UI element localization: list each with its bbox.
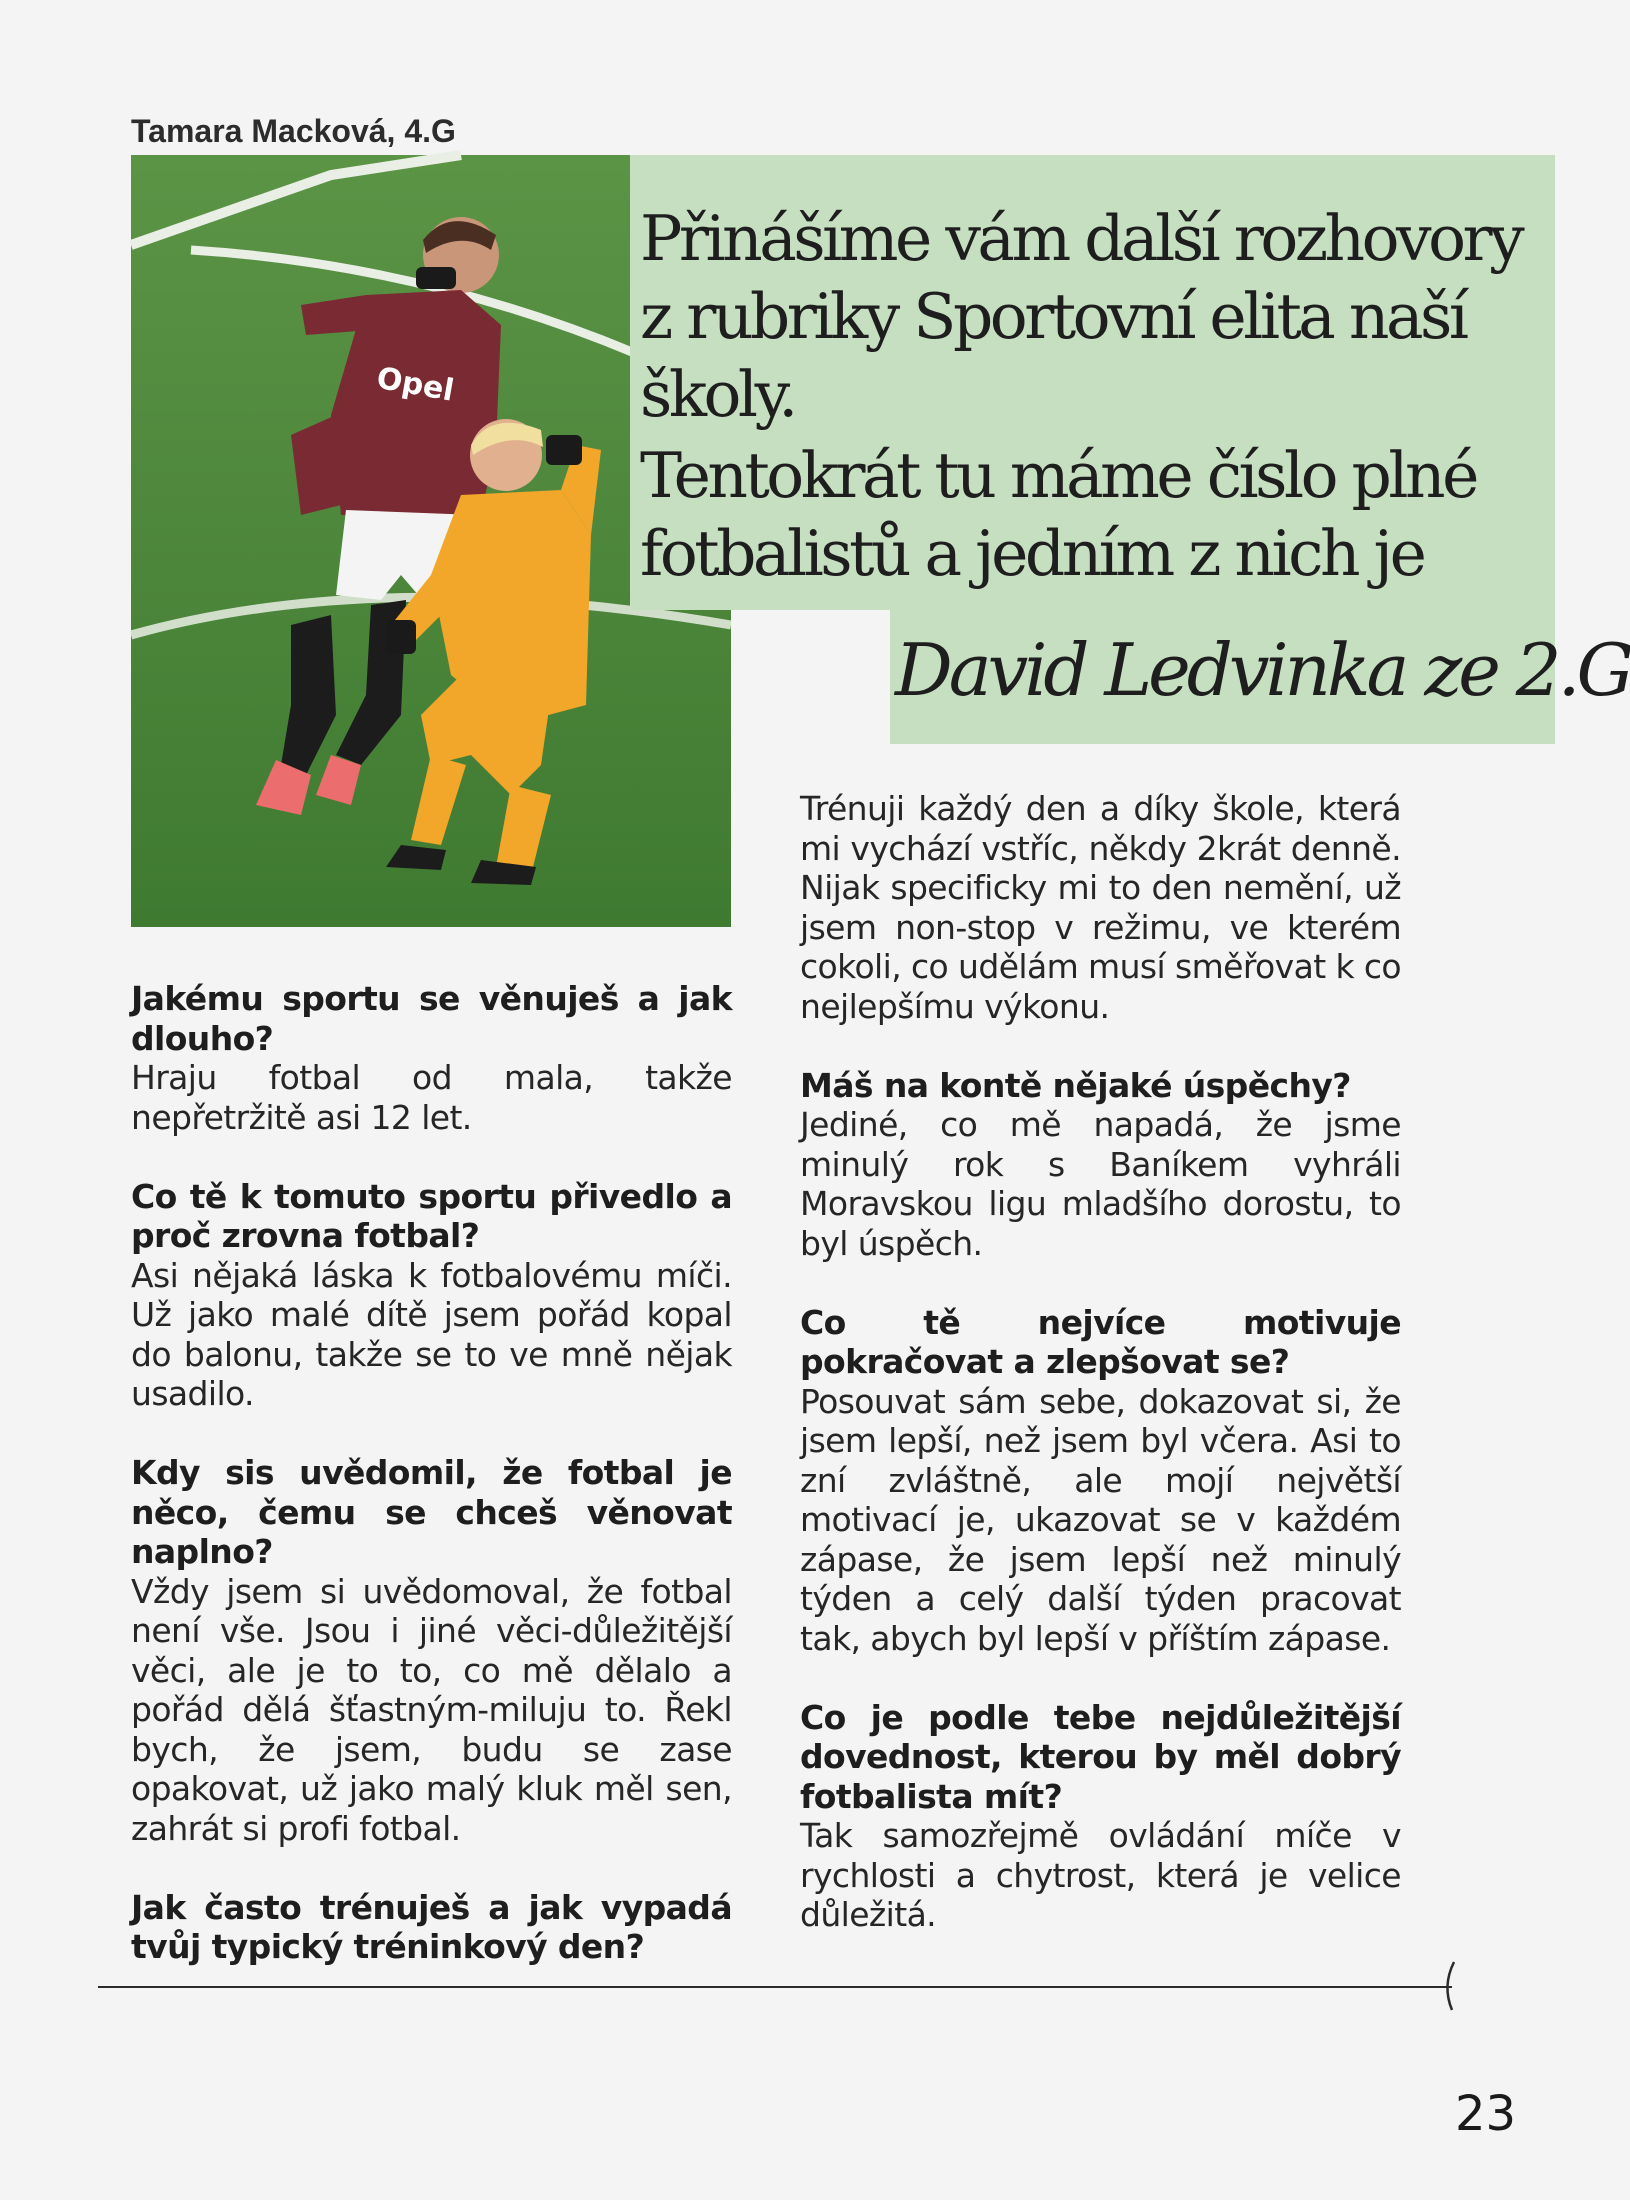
- interview-answer: Asi nějaká láska k fotbalovému míči. Už jako malé dítě jsem pořád kopal do balonu, takže se to ve mně nějak usadilo.: [131, 1255, 732, 1413]
- interview-question: Jak často trénuješ a jak vypadá tvůj typický tréninkový den?: [131, 1887, 732, 1966]
- interviewee-name: David Ledvinka ze 2.G: [895, 628, 1630, 712]
- page-number: 23: [1455, 2086, 1517, 2142]
- interview-column-right: [800, 789, 1401, 1974]
- bottom-divider-line: [98, 1986, 1452, 1988]
- jersey-logo: Opel: [373, 360, 457, 409]
- interview-answer: Tak samozřejmě ovládání míče v rychlosti a chytrost, která je velice důležitá.: [800, 1816, 1401, 1934]
- interview-question: Co je podle tebe nejdůležitější dovednost, kterou by měl dobrý fotbalista mít?: [800, 1697, 1401, 1816]
- intro-paragraph-2: Tentokrát tu máme číslo plné fotbalistů a jedním z nich je: [640, 439, 1476, 590]
- interview-answer: Posouvat sám sebe, dokazovat si, že jsem lepší, než jsem byl včera. Asi to zní zvláštně, ale mojí největší motivací je, ukazovat se v každém zápase, že jsem lepší než minulý týden a celý další týden pracovat tak, abych byl lepší v příštím zápase.: [800, 1381, 1401, 1658]
- interview-answer: Trénuji každý den a díky škole, která mi vychází vstříc, někdy 2krát denně. Nijak specificky mi to den nemění, už jsem non-stop v režimu, ve kterém cokoli, co udělám musí směřovat k co nejlepšímu výkonu.: [800, 789, 1401, 1026]
- interview-question: Kdy sis uvědomil, že fotbal je něco, čemu se chceš věnovat naplno?: [131, 1453, 732, 1571]
- intro-paragraph-1: Přinášíme vám další rozhovory z rubriky Sportovní elita naší školy.: [640, 202, 1522, 431]
- divider-end-flourish: [1440, 1960, 1460, 2012]
- interview-answer: Jediné, co mě napadá, že jsme minulý rok s Baníkem vyhráli Moravskou ligu mladšího dorostu, to byl úspěch.: [800, 1105, 1401, 1263]
- interview-question: Máš na kontě nějaké úspěchy?: [800, 1065, 1351, 1105]
- interview-question: Co tě k tomuto sportu přivedlo a proč zrovna fotbal?: [131, 1176, 732, 1255]
- interview-answer: Vždy jsem si uvědomoval, že fotbal není vše. Jsou i jiné věci-důležitější věci, ale je to to, co mě dělalo a pořád dělá šťastným-miluju to. Řekl bych, že jsem, budu se zase opakovat, už jako malý kluk měl sen, zahrát si profi fotbal.: [131, 1571, 732, 1848]
- interview-column-left: [131, 979, 732, 1967]
- interview-question: Co tě nejvíce motivuje pokračovat a zlepšovat se?: [800, 1302, 1401, 1381]
- interview-question: Jakému sportu se věnuješ a jak dlouho?: [131, 979, 732, 1058]
- interview-answer: Hraju fotbal od mala, takže nepřetržitě asi 12 let.: [131, 1058, 732, 1137]
- author-byline: Tamara Macková, 4.G: [131, 113, 456, 149]
